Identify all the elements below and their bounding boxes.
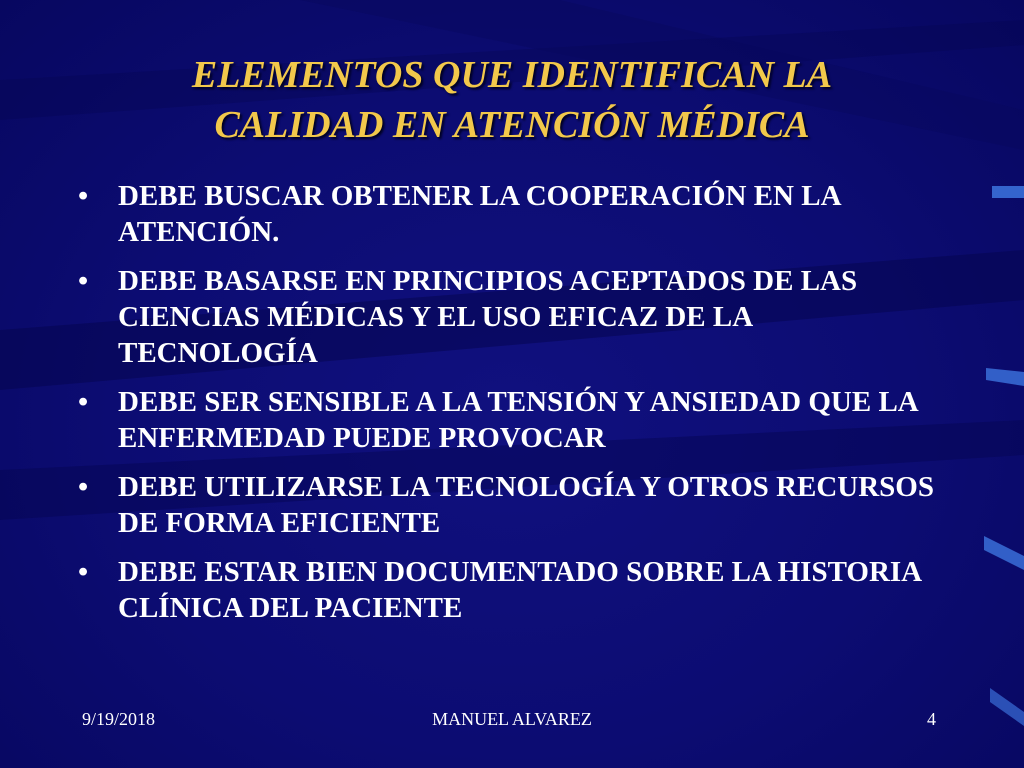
bullet-text: DEBE BASARSE EN PRINCIPIOS ACEPTADOS DE LAS CIENCIAS MÉDICAS Y EL USO EFICAZ DE LA TECNOLOGÍA: [118, 265, 858, 369]
bullet-text: DEBE BUSCAR OBTENER LA COOPERACIÓN EN LA ATENCIÓN.: [118, 180, 840, 248]
bullet-item: [74, 384, 944, 456]
bullet-item: [74, 263, 944, 371]
bullet-marker: •: [78, 265, 89, 297]
slide-title: [60, 50, 964, 150]
bullet-marker: •: [78, 180, 89, 212]
bullet-item: [74, 554, 944, 626]
title-line-2: CALIDAD EN ATENCIÓN MÉDICA: [214, 104, 810, 146]
bullet-text: DEBE SER SENSIBLE A LA TENSIÓN Y ANSIEDAD QUE LA ENFERMEDAD PUEDE PROVOCAR: [118, 386, 918, 454]
title-line-1: ELEMENTOS QUE IDENTIFICAN LA: [191, 54, 833, 96]
bullet-text: DEBE ESTAR BIEN DOCUMENTADO SOBRE LA HISTORIA CLÍNICA DEL PACIENTE: [118, 556, 921, 624]
bullet-item: [74, 178, 944, 250]
bullet-text: DEBE UTILIZARSE LA TECNOLOGÍA Y OTROS RECURSOS DE FORMA EFICIENTE: [118, 471, 934, 539]
bullet-item: [74, 469, 944, 541]
bullet-marker: •: [78, 386, 89, 418]
footer-date: 9/19/2018: [82, 709, 156, 729]
footer-page-number: 4: [927, 709, 936, 729]
bullet-marker: •: [78, 471, 89, 503]
bullet-marker: •: [78, 556, 89, 588]
bullet-list: [74, 178, 944, 639]
footer-author: MANUEL ALVAREZ: [432, 709, 592, 729]
